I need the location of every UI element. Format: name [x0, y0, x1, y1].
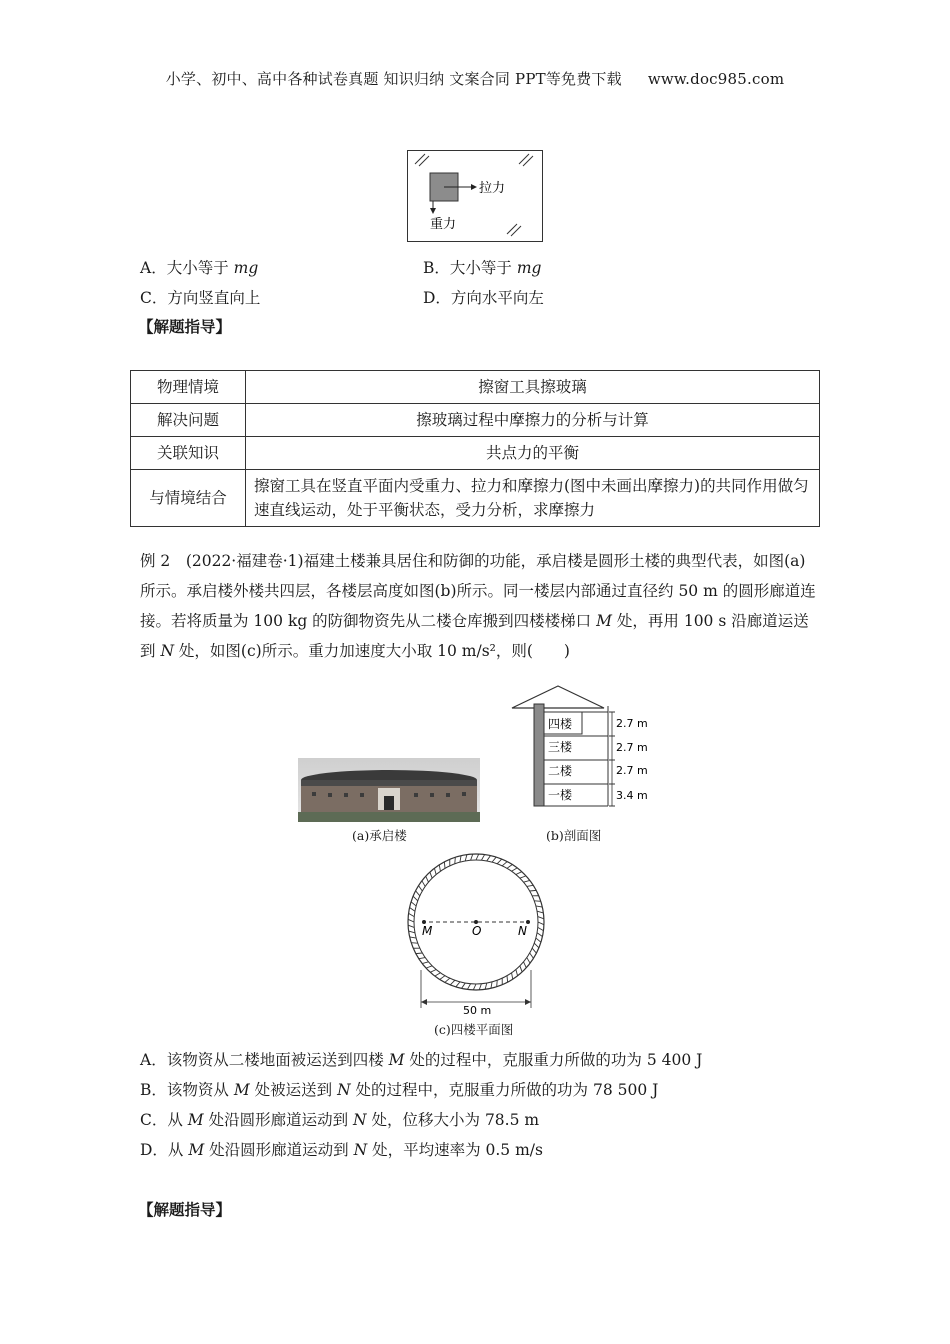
hatch-tick: [520, 966, 522, 972]
table-row: [131, 437, 820, 470]
hatch-tick: [536, 906, 542, 907]
hatch-tick: [408, 919, 414, 922]
hatch-tick: [411, 943, 418, 944]
hatch-tick: [413, 896, 418, 901]
hatch-tick: [465, 855, 467, 861]
hatch-tick: [439, 865, 440, 871]
hatch-tick: [497, 980, 498, 987]
hatch-tick: [426, 966, 432, 968]
hatch-tick: [409, 931, 415, 933]
header-url: www.doc985.com: [647, 70, 785, 88]
floor-label: 一楼: [548, 788, 573, 802]
hatch-tick: [408, 925, 414, 927]
hatch-tick: [497, 859, 502, 864]
hatch-tick: [532, 948, 536, 953]
height-label: 2.7 m: [616, 741, 648, 754]
hatch-tick: [527, 885, 533, 886]
hatch-tick: [471, 854, 473, 860]
hatch-tick: [523, 880, 529, 882]
hatch-tick: [537, 911, 543, 913]
hatch-tick: [534, 901, 541, 902]
floor-plan-figure: [400, 850, 552, 1018]
header-text: 小学、初中、高中各种试卷真题 知识归纳 文案合同 PPT等免费下载: [165, 70, 622, 88]
hatch-tick: [491, 982, 492, 988]
info-table: [130, 370, 820, 527]
q1-option-d: D．方向水平向左: [423, 289, 544, 307]
example-2-text: 例 2 (2022·福建卷·1)福建土楼兼具居住和防御的功能，承启楼是圆形土楼的典型代表，如图(a)所示。承启楼外楼共四层，各楼层高度如图(b)所示。同一楼层内部通过直径约 50 m 的圆形廊道连接。若将质量为 100 kg 的防御物资先从二楼仓库搬到四楼楼梯口 M 处，再用 100 s 沿廊道运送到 N 处，如图(c)所示。重力加速度大小取 10 m/s²，则( ): [140, 552, 816, 660]
dimension-arrow-left-icon: [421, 999, 427, 1005]
hatch-tick: [456, 982, 460, 987]
table-row: [131, 470, 820, 527]
hatch-tick: [485, 983, 487, 989]
hatch-tick: [416, 891, 420, 896]
table-value: 擦窗工具擦玻璃: [246, 371, 820, 404]
hatch-tick: [430, 969, 436, 972]
hatch-tick: [536, 938, 541, 942]
hatch-tick: [460, 856, 461, 862]
point-o-label: O: [472, 924, 482, 938]
hatch-tick: [507, 976, 508, 983]
hatch-tick: [527, 958, 530, 964]
hatch-tick: [512, 973, 513, 979]
hatch-tick: [530, 953, 534, 958]
hatch-tick: [537, 933, 542, 937]
hatch-tick: [523, 962, 526, 968]
q1-option-a: A．大小等于 mg: [140, 259, 259, 277]
guide-title-2: 【解题指导】: [138, 1200, 232, 1219]
hatch-tick: [455, 857, 456, 864]
diameter-label: 50 m: [463, 1004, 492, 1017]
table-value: 擦窗工具在竖直平面内受重力、拉力和摩擦力(图中未画出摩擦力)的共同作用做匀速直线运动，处于平衡状态，受力分析，求摩擦力: [246, 470, 820, 527]
hatch-tick: [445, 978, 450, 982]
hatch-tick: [411, 902, 416, 906]
hatch-tick: [462, 983, 466, 988]
hatch-tick: [476, 854, 479, 860]
tulou-photo: [298, 758, 480, 822]
q1-option-c: C．方向竖直向上: [140, 289, 261, 307]
q2-option-b: B．该物资从 M 处被运送到 N 处的过程中，克服重力所做的功为 78 500 J: [140, 1081, 659, 1099]
hatch-tick: [467, 984, 470, 990]
hatch-tick: [481, 855, 484, 861]
page-header: [0, 68, 950, 89]
hatch-tick: [419, 958, 425, 959]
height-label: 3.4 m: [616, 789, 648, 802]
floor-label: 三楼: [548, 740, 573, 754]
q1-option-b: B．大小等于 mg: [423, 259, 542, 277]
hatch-tick: [538, 922, 544, 925]
guide-title-1: 【解题指导】: [138, 317, 232, 336]
pull-label: 拉力: [479, 181, 506, 196]
hatch-tick: [434, 868, 436, 874]
hatch-tick: [450, 980, 455, 985]
table-row: [131, 404, 820, 437]
hatch-tick: [419, 886, 423, 891]
fig-a-caption: (a)承启楼: [352, 828, 407, 843]
hatch-tick: [534, 943, 539, 948]
hatch-tick: [479, 984, 481, 990]
hatch-tick: [440, 976, 445, 980]
hatch-tick: [416, 953, 423, 954]
hatch-tick: [516, 969, 518, 975]
fig-b-caption: (b)剖面图: [546, 828, 602, 843]
fig-c-caption: (c)四楼平面图: [434, 1022, 514, 1037]
table-key: 物理情境: [131, 371, 246, 404]
hatch-tick: [410, 908, 415, 912]
hatch-tick: [430, 872, 432, 878]
hatch-tick: [410, 937, 416, 938]
hatch-tick: [487, 856, 491, 861]
window-cleaner-figure: [407, 150, 543, 242]
hatch-tick: [409, 913, 415, 916]
hatch-tick: [516, 872, 522, 875]
hatch-tick: [426, 876, 429, 882]
point-n-label: N: [518, 924, 527, 938]
q2-option-a: A．该物资从二楼地面被运送到四楼 M 处的过程中，克服重力所做的功为 5 400 J: [140, 1051, 703, 1069]
hatch-tick: [520, 876, 526, 878]
hatch-tick: [492, 857, 496, 862]
point-m-label: M: [422, 924, 433, 938]
cross-section-figure: [508, 684, 658, 812]
dimension-arrow-right-icon: [525, 999, 531, 1005]
hatch-tick: [507, 865, 512, 869]
q2-option-d: D．从 M 处沿圆形廊道运动到 N 处，平均速率为 0.5 m/s: [140, 1141, 543, 1159]
table-row: [131, 371, 820, 404]
gravity-label: 重力: [430, 217, 457, 232]
hatch-tick: [422, 962, 428, 964]
table-value: 擦玻璃过程中摩擦力的分析与计算: [246, 404, 820, 437]
hatch-tick: [538, 917, 544, 919]
hatch-tick: [530, 890, 537, 891]
table-key: 解决问题: [131, 404, 246, 437]
height-label: 2.7 m: [616, 764, 648, 777]
hatch-tick: [444, 862, 445, 869]
hatch-tick: [538, 927, 544, 930]
hatch-tick: [502, 862, 507, 866]
hatch-tick: [473, 984, 476, 990]
table-value: 共点力的平衡: [246, 437, 820, 470]
floor-label: 二楼: [548, 764, 573, 778]
floor-label: 四楼: [548, 717, 573, 731]
table-key: 关联知识: [131, 437, 246, 470]
table-key: 与情境结合: [131, 470, 246, 527]
q2-option-c: C．从 M 处沿圆形廊道运动到 N 处，位移大小为 78.5 m: [140, 1111, 540, 1129]
hatch-tick: [435, 973, 441, 976]
height-label: 2.7 m: [616, 717, 648, 730]
hatch-tick: [422, 881, 425, 887]
hatch-tick: [512, 868, 518, 871]
